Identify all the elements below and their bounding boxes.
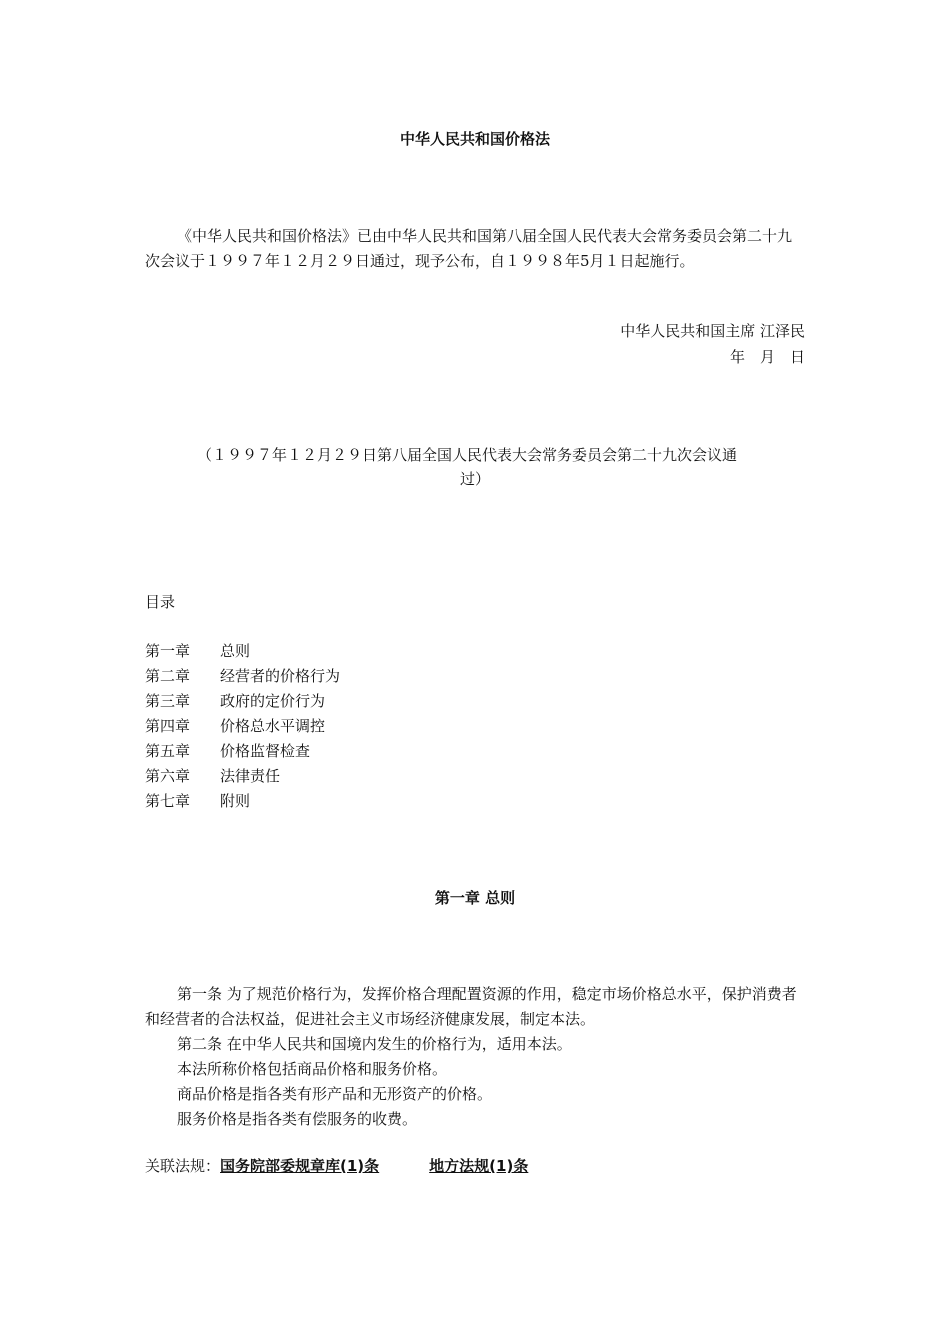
chapter-heading: 第一章 总则 xyxy=(434,889,516,907)
toc-item-title: 价格监督检查 xyxy=(220,742,311,760)
toc-item xyxy=(145,765,280,786)
toc-item-title: 政府的定价行为 xyxy=(220,692,326,710)
promulgation-text: 《中华人民共和国价格法》已由中华人民共和国第八届全国人民代表大会常务委员会第二十九次会议于１９９７年１２月２９日通过，现予公布，自１９９８年5月１日起施行。 xyxy=(145,227,793,270)
signer: 中华人民共和国主席 江泽民 xyxy=(620,322,805,340)
article-1: 第一条 为了规范价格行为，发挥价格合理配置资源的作用，稳定市场价格总水平，保护消费者和经营者的合法权益，促进社会主义市场经济健康发展，制定本法。 xyxy=(145,985,797,1028)
article-2: 第二条 在中华人民共和国境内发生的价格行为，适用本法。 xyxy=(177,1035,572,1053)
document-title: 中华人民共和国价格法 xyxy=(399,130,550,148)
article-paragraph: 商品价格是指各类有形产品和无形资产的价格。 xyxy=(177,1085,493,1103)
toc-item xyxy=(145,740,310,761)
toc-item xyxy=(145,665,340,686)
toc-item-number: 第七章 xyxy=(145,792,191,810)
related-laws xyxy=(145,1155,528,1176)
toc-item-number: 第六章 xyxy=(145,767,191,785)
adoption-note-line1: （１９９７年１２月２９日第八届全国人民代表大会常务委员会第二十九次会议通 xyxy=(197,446,738,464)
toc-heading: 目录 xyxy=(145,593,176,611)
toc-item-number: 第三章 xyxy=(145,692,191,710)
toc-item-number: 第二章 xyxy=(145,667,191,685)
promulgation-date: 年 月 日 xyxy=(729,348,805,366)
toc-item-title: 附则 xyxy=(220,792,251,810)
toc-item xyxy=(145,640,250,661)
related-laws-label: 关联法规： xyxy=(145,1157,221,1175)
adoption-note-line2: 过） xyxy=(459,470,490,488)
toc-item-number: 第四章 xyxy=(145,717,191,735)
toc-item-title: 经营者的价格行为 xyxy=(220,667,341,685)
toc-item-title: 法律责任 xyxy=(220,767,281,785)
toc-item xyxy=(145,790,250,811)
toc-item-number: 第五章 xyxy=(145,742,191,760)
toc-item-number: 第一章 xyxy=(145,642,191,660)
article-paragraph: 本法所称价格包括商品价格和服务价格。 xyxy=(177,1060,448,1078)
toc-item-title: 总则 xyxy=(220,642,251,660)
article-paragraph: 服务价格是指各类有偿服务的收费。 xyxy=(177,1110,418,1128)
link-local-regulations[interactable]: 地方法规(1)条 xyxy=(429,1157,529,1175)
toc-item xyxy=(145,715,325,736)
link-ministry-regulations[interactable]: 国务院部委规章库(1)条 xyxy=(220,1157,380,1175)
toc-item xyxy=(145,690,325,711)
toc-item-title: 价格总水平调控 xyxy=(220,717,326,735)
